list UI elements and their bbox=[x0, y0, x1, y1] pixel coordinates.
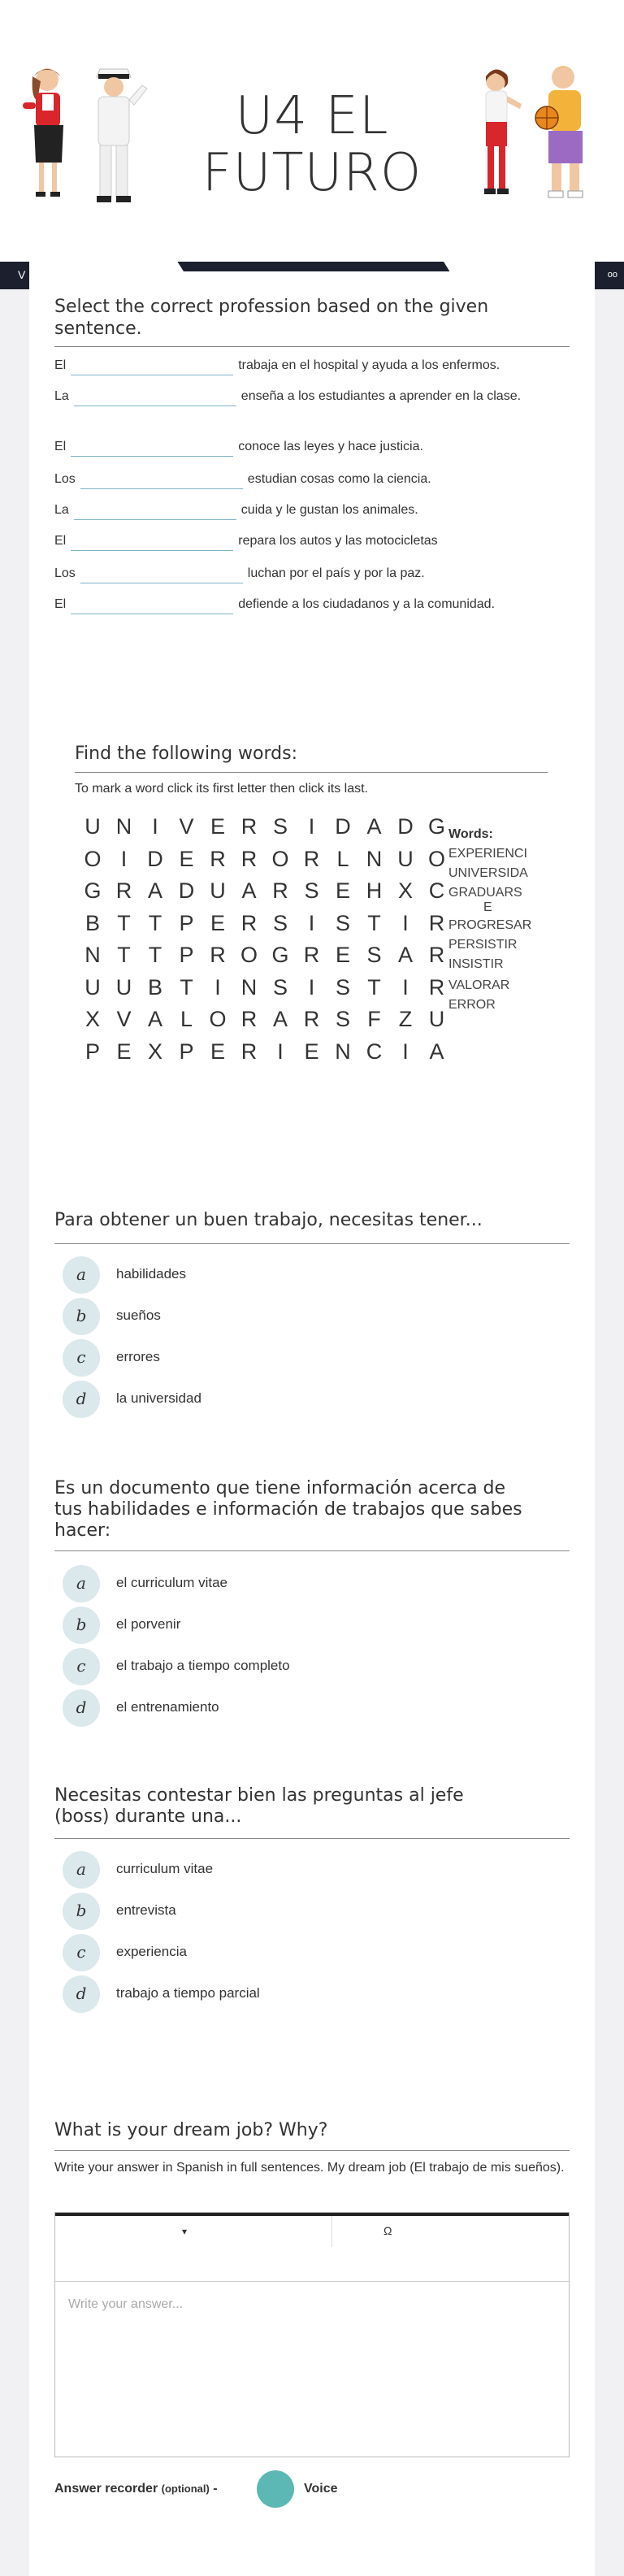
grid-letter[interactable]: S bbox=[272, 814, 288, 839]
grid-letter[interactable]: X bbox=[147, 1039, 162, 1064]
q1-option-d-label[interactable]: la universidad bbox=[116, 1390, 202, 1406]
grid-letter[interactable]: U bbox=[397, 846, 414, 871]
recorder-label-text: Answer recorder bbox=[54, 2482, 158, 2496]
grid-letter[interactable]: R bbox=[272, 878, 288, 903]
grid-letter[interactable]: T bbox=[148, 943, 162, 967]
grid-letter[interactable]: S bbox=[335, 974, 350, 1000]
voice-label: Voice bbox=[304, 2482, 338, 2496]
grid-letter[interactable]: I bbox=[214, 974, 221, 1000]
section1-heading: Select the correct profession based on the given sentence. bbox=[54, 297, 489, 339]
grid-letter[interactable]: P bbox=[179, 910, 194, 935]
fill-post-7: luchan por el país y por la paz. bbox=[247, 566, 425, 580]
grid-letter[interactable]: A bbox=[366, 814, 382, 839]
grid-letter[interactable]: S bbox=[272, 910, 288, 935]
grid-letter[interactable]: S bbox=[272, 974, 288, 1000]
grid-letter[interactable]: I bbox=[402, 910, 409, 935]
answer-editor bbox=[54, 2212, 570, 2457]
fill-post-8: defiende a los ciudadanos y a la comunidad. bbox=[238, 597, 496, 611]
grid-letter[interactable]: T bbox=[367, 974, 381, 1000]
q2-option-c-label[interactable]: el trabajo a tiempo completo bbox=[116, 1658, 290, 1673]
fill-blank-4[interactable] bbox=[80, 474, 243, 489]
word-list-item: INSISTIR bbox=[448, 957, 504, 971]
q3-divider bbox=[54, 1838, 570, 1839]
grid-letter[interactable]: U bbox=[84, 814, 101, 839]
businesswoman-illustration bbox=[16, 65, 81, 203]
grid-letter[interactable]: E bbox=[210, 814, 225, 839]
fill-post-5: cuida y le gustan los animales. bbox=[240, 503, 418, 517]
grid-letter[interactable]: A bbox=[147, 878, 162, 903]
grid-letter[interactable]: E bbox=[210, 910, 225, 935]
grid-letter[interactable]: O bbox=[84, 846, 102, 871]
q4-heading: What is your dream job? Why? bbox=[54, 2120, 328, 2140]
grid-letter[interactable]: D bbox=[335, 814, 351, 839]
section2-divider bbox=[75, 772, 548, 773]
word-list-item: PROGRESAR bbox=[448, 918, 532, 932]
format-dropdown-chevron-icon[interactable]: ▾ bbox=[182, 2226, 188, 2237]
fill-row-1 bbox=[54, 356, 570, 375]
grid-letter[interactable]: I bbox=[308, 814, 315, 839]
grid-letter[interactable]: G bbox=[84, 878, 102, 903]
grid-letter[interactable]: A bbox=[147, 1007, 162, 1031]
banner-left-text: V bbox=[18, 268, 26, 281]
fill-post-2: enseña a los estudiantes a aprender en la clase. bbox=[240, 389, 522, 403]
grid-letter[interactable]: R bbox=[210, 846, 226, 871]
grid-letter[interactable]: T bbox=[367, 910, 381, 935]
wordsearch-instructions: To mark a word click its first letter then click its last. bbox=[75, 782, 368, 796]
grid-letter[interactable]: D bbox=[178, 878, 195, 903]
grid-letter[interactable]: R bbox=[303, 943, 320, 967]
q2-option-b-label[interactable]: el porvenir bbox=[116, 1616, 181, 1632]
recorder-dash: - bbox=[213, 2482, 218, 2496]
grid-letter[interactable]: U bbox=[84, 974, 101, 1000]
q4-instructions: Write your answer in Spanish in full sentences. My dream job (El trabajo de mis sueños). bbox=[54, 2161, 565, 2175]
fill-row-2 bbox=[54, 387, 570, 406]
captain-illustration bbox=[77, 61, 150, 207]
grid-letter[interactable]: A bbox=[272, 1007, 288, 1031]
grid-letter[interactable]: O bbox=[240, 943, 258, 967]
grid-letter[interactable]: T bbox=[117, 910, 131, 935]
grid-letter[interactable]: R bbox=[240, 1039, 258, 1064]
fill-post-6: repara los autos y las motocicletas bbox=[238, 534, 438, 548]
grid-letter[interactable]: L bbox=[180, 1007, 193, 1031]
banner-tab-right bbox=[444, 262, 595, 271]
grid-letter[interactable]: U bbox=[210, 878, 226, 903]
grid-letter[interactable]: R bbox=[210, 943, 226, 967]
grid-letter[interactable]: I bbox=[402, 974, 409, 1000]
q3-option-b-label[interactable]: entrevista bbox=[116, 1902, 176, 1918]
q1-option-d-badge[interactable]: d bbox=[63, 1381, 100, 1418]
q2-question-line1: Es un documento que tiene información acerca de bbox=[54, 1478, 506, 1498]
grid-letter[interactable]: H bbox=[366, 878, 383, 903]
grid-letter[interactable]: I bbox=[120, 846, 128, 871]
word-list-item: EXPERIENCI bbox=[448, 847, 527, 861]
grid-letter[interactable]: N bbox=[84, 943, 101, 967]
q1-option-a-label[interactable]: habilidades bbox=[116, 1266, 187, 1281]
fill-pre-7: Los bbox=[54, 566, 76, 580]
fill-blank-8[interactable] bbox=[71, 599, 233, 614]
fill-row-8 bbox=[54, 595, 570, 614]
q3-option-a-badge[interactable]: a bbox=[63, 1851, 100, 1889]
q1-option-c-badge[interactable]: c bbox=[63, 1339, 100, 1377]
grid-letter[interactable]: R bbox=[428, 910, 445, 935]
fill-row-6 bbox=[54, 531, 570, 551]
grid-letter[interactable]: V bbox=[116, 1007, 132, 1031]
grid-letter[interactable]: O bbox=[427, 846, 445, 871]
section1-divider bbox=[54, 346, 570, 347]
fill-blank-1[interactable] bbox=[71, 360, 233, 375]
grid-letter[interactable]: N bbox=[115, 814, 132, 839]
grid-letter[interactable]: R bbox=[428, 943, 445, 967]
grid-letter[interactable]: T bbox=[180, 974, 193, 1000]
grid-letter[interactable]: X bbox=[397, 878, 413, 903]
grid-letter[interactable]: R bbox=[303, 1007, 320, 1031]
fill-post-4: estudian cosas como la ciencia. bbox=[247, 472, 431, 486]
grid-letter[interactable]: G bbox=[427, 814, 445, 839]
grid-letter[interactable]: R bbox=[303, 846, 320, 871]
grid-letter[interactable]: N bbox=[335, 1039, 351, 1064]
grid-letter[interactable]: F bbox=[367, 1007, 381, 1031]
q3-question-line2: (boss) durante una... bbox=[54, 1806, 242, 1827]
grid-letter[interactable]: P bbox=[84, 1039, 100, 1064]
grid-letter[interactable]: A bbox=[429, 1039, 444, 1064]
recorder-optional-text: (optional) bbox=[161, 2483, 210, 2495]
grid-letter[interactable]: R bbox=[240, 846, 258, 871]
grid-letter[interactable]: E bbox=[210, 1039, 225, 1064]
grid-letter[interactable]: R bbox=[115, 878, 132, 903]
grid-letter[interactable]: P bbox=[179, 943, 194, 967]
answer-textarea[interactable]: Write your answer... bbox=[68, 2297, 184, 2311]
fill-post-3: conoce las leyes y hace justicia. bbox=[238, 440, 423, 453]
grid-letter[interactable]: N bbox=[240, 974, 258, 1000]
grid-letter[interactable]: B bbox=[147, 974, 162, 1000]
grid-letter[interactable]: P bbox=[179, 1039, 194, 1064]
grid-letter[interactable]: E bbox=[179, 846, 194, 871]
page-title bbox=[162, 88, 462, 202]
q3-option-b-badge[interactable]: b bbox=[63, 1893, 100, 1930]
q1-option-a-badge[interactable]: a bbox=[63, 1256, 100, 1294]
grid-letter[interactable]: R bbox=[428, 974, 445, 1000]
grid-letter[interactable]: R bbox=[240, 1007, 258, 1031]
answer-recorder-label bbox=[54, 2482, 218, 2496]
word-list-item: GRADUARS bbox=[448, 886, 522, 900]
special-characters-icon[interactable]: Ω bbox=[384, 2224, 392, 2237]
fill-pre-6: El bbox=[54, 534, 67, 548]
q3-option-d-badge[interactable]: d bbox=[63, 1975, 100, 2013]
fill-row-7 bbox=[54, 564, 570, 583]
grid-letter[interactable]: D bbox=[147, 846, 163, 871]
fill-pre-3: El bbox=[54, 440, 67, 453]
q2-option-d-badge[interactable]: d bbox=[63, 1689, 100, 1727]
grid-letter[interactable]: I bbox=[308, 910, 315, 935]
words-title: Words: bbox=[448, 827, 493, 841]
q1-option-b-badge[interactable]: b bbox=[63, 1298, 100, 1335]
grid-letter[interactable]: A bbox=[397, 943, 413, 967]
fill-row-5 bbox=[54, 501, 570, 520]
grid-letter[interactable]: E bbox=[116, 1039, 132, 1064]
grid-letter[interactable]: E bbox=[304, 1039, 319, 1064]
fill-pre-1: El bbox=[54, 358, 67, 372]
grid-letter[interactable]: D bbox=[397, 814, 414, 839]
banner-tab-left bbox=[29, 262, 184, 271]
fill-blank-6[interactable] bbox=[71, 536, 233, 551]
grid-letter[interactable]: U bbox=[428, 1007, 445, 1031]
q3-question-line1: Necesitas contestar bien las preguntas al jefe bbox=[54, 1785, 464, 1806]
voice-record-button[interactable] bbox=[257, 2470, 294, 2508]
grid-letter[interactable]: I bbox=[308, 974, 315, 1000]
grid-letter[interactable]: S bbox=[335, 1007, 350, 1031]
fill-pre-4: Los bbox=[54, 472, 76, 486]
grid-letter[interactable]: O bbox=[209, 1007, 227, 1031]
q2-question-line3: hacer: bbox=[54, 1520, 111, 1541]
grid-letter[interactable]: S bbox=[335, 910, 350, 935]
grid-letter[interactable]: O bbox=[271, 846, 289, 871]
page-title-line2: FUTURO bbox=[202, 143, 422, 203]
grid-letter[interactable]: I bbox=[152, 814, 158, 839]
fill-blank-2[interactable] bbox=[74, 391, 236, 406]
grid-letter[interactable]: R bbox=[240, 910, 258, 935]
word-list-item: E bbox=[483, 900, 492, 914]
grid-letter[interactable]: C bbox=[366, 1039, 383, 1064]
q2-option-d-label[interactable]: el entrenamiento bbox=[116, 1699, 219, 1715]
q1-divider bbox=[54, 1243, 570, 1244]
section2-heading: Find the following words: bbox=[75, 744, 298, 764]
fill-pre-2: La bbox=[54, 389, 69, 403]
q3-option-a-label[interactable]: curriculum vitae bbox=[116, 1861, 214, 1876]
fill-row-4 bbox=[54, 470, 570, 489]
q2-option-b-badge[interactable]: b bbox=[63, 1607, 100, 1644]
q2-option-a-label[interactable]: el curriculum vitae bbox=[116, 1575, 228, 1590]
word-list-item: VALORAR bbox=[448, 978, 510, 992]
fill-blank-3[interactable] bbox=[71, 441, 233, 457]
fill-blank-5[interactable] bbox=[74, 505, 236, 520]
grid-letter[interactable]: R bbox=[240, 814, 258, 839]
fill-pre-8: El bbox=[54, 597, 67, 611]
word-list-item: ERROR bbox=[448, 998, 496, 1012]
grid-letter[interactable]: E bbox=[335, 943, 350, 967]
q2-option-a-badge[interactable]: a bbox=[63, 1565, 100, 1602]
grid-letter[interactable]: I bbox=[402, 1039, 409, 1064]
grid-letter[interactable]: T bbox=[117, 943, 131, 967]
fill-row-3 bbox=[54, 437, 570, 457]
fill-pre-5: La bbox=[54, 503, 69, 517]
grid-letter[interactable]: I bbox=[277, 1039, 284, 1064]
grid-letter[interactable]: U bbox=[115, 974, 132, 1000]
grid-letter[interactable]: B bbox=[84, 910, 100, 935]
grid-letter[interactable]: S bbox=[366, 943, 382, 967]
grid-letter[interactable]: E bbox=[335, 878, 350, 903]
grid-letter[interactable]: Z bbox=[398, 1007, 413, 1031]
q2-option-c-badge[interactable]: c bbox=[63, 1648, 100, 1685]
q1-question: Para obtener un buen trabajo, necesitas tener... bbox=[54, 1210, 483, 1230]
page-title-line1: U4 EL bbox=[235, 86, 389, 146]
q3-option-c-badge[interactable]: c bbox=[63, 1934, 100, 1971]
q1-option-b-label[interactable]: sueños bbox=[116, 1308, 161, 1323]
basketball-player-illustration bbox=[524, 61, 597, 207]
grid-letter[interactable]: A bbox=[241, 878, 257, 903]
q2-divider bbox=[54, 1550, 570, 1551]
q4-divider bbox=[54, 2150, 570, 2151]
q3-option-c-label[interactable]: experiencia bbox=[116, 1944, 187, 1959]
grid-letter[interactable]: C bbox=[428, 878, 445, 903]
editor-toolbar bbox=[55, 2213, 569, 2282]
q3-option-d-label[interactable]: trabajo a tiempo parcial bbox=[116, 1985, 260, 2001]
word-list-item: PERSISTIR bbox=[448, 938, 518, 952]
grid-letter[interactable]: G bbox=[271, 943, 289, 967]
chef-woman-illustration bbox=[471, 63, 528, 206]
worksheet-header bbox=[0, 0, 624, 262]
grid-letter[interactable]: X bbox=[84, 1007, 100, 1031]
q2-question-line2: tus habilidades e información de trabajos que sabes bbox=[54, 1499, 522, 1520]
q1-option-c-label[interactable]: errores bbox=[116, 1349, 160, 1364]
grid-letter[interactable]: L bbox=[336, 846, 349, 871]
banner-right-text: oo bbox=[607, 270, 618, 280]
fill-blank-7[interactable] bbox=[80, 568, 243, 583]
grid-letter[interactable]: V bbox=[179, 814, 194, 839]
grid-letter[interactable]: N bbox=[366, 846, 383, 871]
word-list-item: UNIVERSIDA bbox=[448, 866, 528, 880]
grid-letter[interactable]: S bbox=[304, 878, 319, 903]
grid-letter[interactable]: T bbox=[148, 910, 162, 935]
fill-post-1: trabaja en el hospital y ayuda a los enfermos. bbox=[238, 358, 500, 372]
